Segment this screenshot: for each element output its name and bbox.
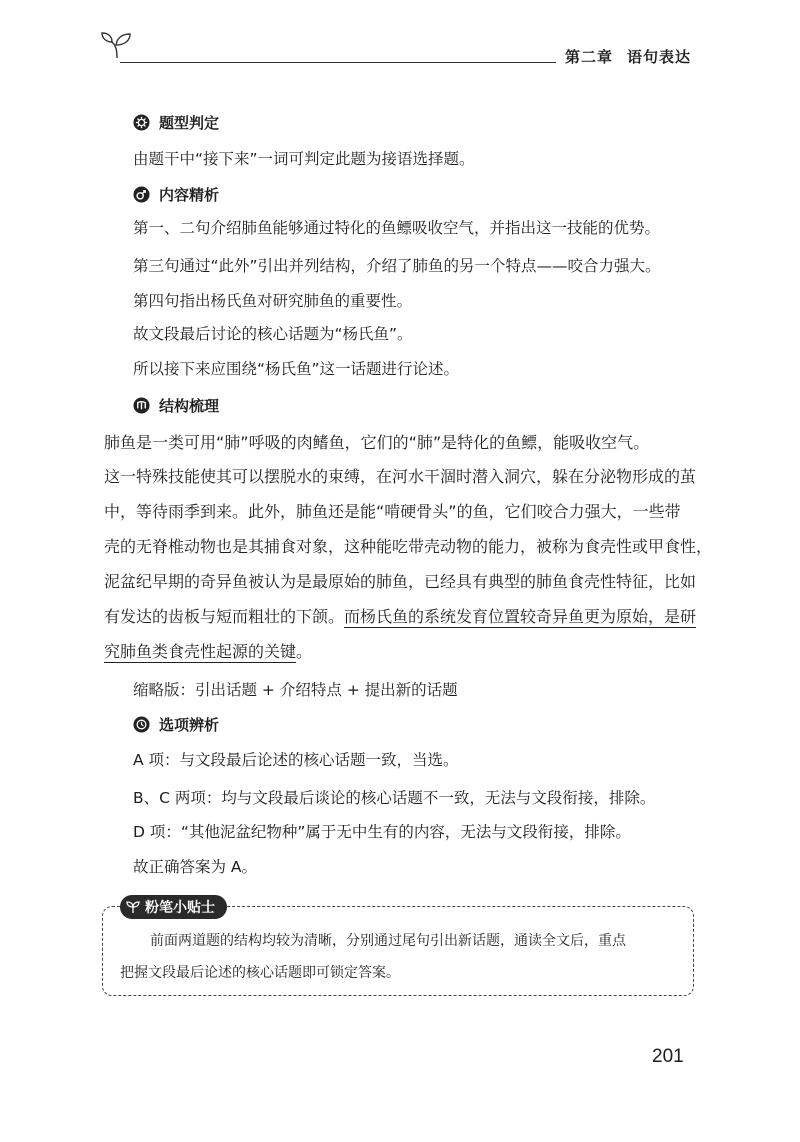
passage-line: [104, 604, 696, 627]
chapter-title: 语句表达: [627, 48, 692, 66]
text-line: 故文段最后讨论的核心话题为“杨氏鱼”。: [133, 325, 413, 343]
section-title: 内容精析: [159, 185, 220, 204]
header-rule: [120, 62, 556, 63]
option-line: D 项：“其他泥盆纪物种”属于无中生有的内容，无法与文段衔接，排除。: [133, 823, 631, 841]
key-sentence-underline: 而杨氏鱼的系统发育位置较奇异鱼更为原始，是研: [344, 607, 697, 626]
section-title: 题型判定: [159, 113, 220, 132]
text-line: 由题干中“接下来”一词可判定此题为接语选择题。: [133, 150, 475, 168]
key-sentence-underline: 究肺鱼类食壳性起源的关键: [104, 642, 297, 661]
passage-line: 泥盆纪早期的奇异鱼被认为是最原始的肺鱼，已经具有典型的肺鱼食壳性特征，比如: [104, 572, 697, 591]
section-structure: [133, 394, 219, 416]
text-line: 第一、二句介绍肺鱼能够通过特化的鱼鳔吸收空气，并指出这一技能的优势。: [133, 219, 661, 237]
passage-line: 中，等待雨季到来。此外，肺鱼还是能“啃硬骨头”的鱼，它们咬合力强大，一些带: [104, 502, 681, 521]
sprout-icon: [100, 30, 134, 60]
passage-line: [104, 639, 312, 662]
tip-box: [102, 906, 694, 996]
tip-line: 把握文段最后论述的核心话题即可锁定答案。: [120, 965, 400, 981]
section-title: 选项辨析: [159, 715, 220, 734]
text-line: 第三句通过“此外”引出并列结构，介绍了肺鱼的另一个特点——咬合力强大。: [133, 257, 661, 275]
page-number: 201: [652, 1046, 684, 1067]
gear-icon: [133, 114, 150, 131]
passage-line: 壳的无脊椎动物也是其捕食对象，这种能吃带壳动物的能力，被称为食壳性或甲食性，: [104, 537, 713, 556]
text-line: 所以接下来应围绕“杨氏鱼”这一话题进行论述。: [133, 360, 460, 378]
page-header: [0, 0, 800, 70]
section-options: [133, 713, 219, 735]
option-line: B、C 两项：均与文段最后谈论的核心话题不一致，无法与文段衔接，排除。: [133, 789, 656, 807]
summary-line: 缩略版：引出话题 + 介绍特点 + 提出新的话题: [133, 681, 458, 699]
tip-label: [120, 895, 227, 919]
tip-line: 前面两道题的结构均较为清晰，分别通过尾句引出新话题，通读全文后，重点: [150, 933, 626, 949]
sprout-icon: [126, 900, 140, 914]
chapter-number: 第二章: [565, 48, 614, 66]
passage-line: 肺鱼是一类可用“肺”呼吸的肉鳍鱼，它们的“肺”是特化的鱼鳔，能吸收空气。: [104, 433, 650, 452]
section-type-judgment: [133, 111, 219, 133]
passage-text: 。: [296, 642, 313, 661]
answer-line: 故正确答案为 A。: [133, 858, 258, 876]
section-title: 结构梳理: [159, 396, 220, 415]
chapter-heading: [565, 46, 691, 67]
text-line: 第四句指出杨氏鱼对研究肺鱼的重要性。: [133, 292, 413, 310]
tip-label-text: 粉笔小贴士: [145, 900, 215, 916]
section-content-analysis: [133, 183, 219, 205]
passage-text: 有发达的齿板与短而粗壮的下颌。: [104, 607, 345, 626]
magnifier-icon: [133, 186, 150, 203]
option-line: A 项：与文段最后论述的核心话题一致，当选。: [133, 751, 459, 769]
passage-line: 这一特殊技能使其可以摆脱水的束缚，在河水干涸时潜入洞穴，躲在分泌物形成的茧: [104, 467, 697, 486]
clock-icon: [133, 716, 150, 733]
structure-icon: [133, 397, 150, 414]
